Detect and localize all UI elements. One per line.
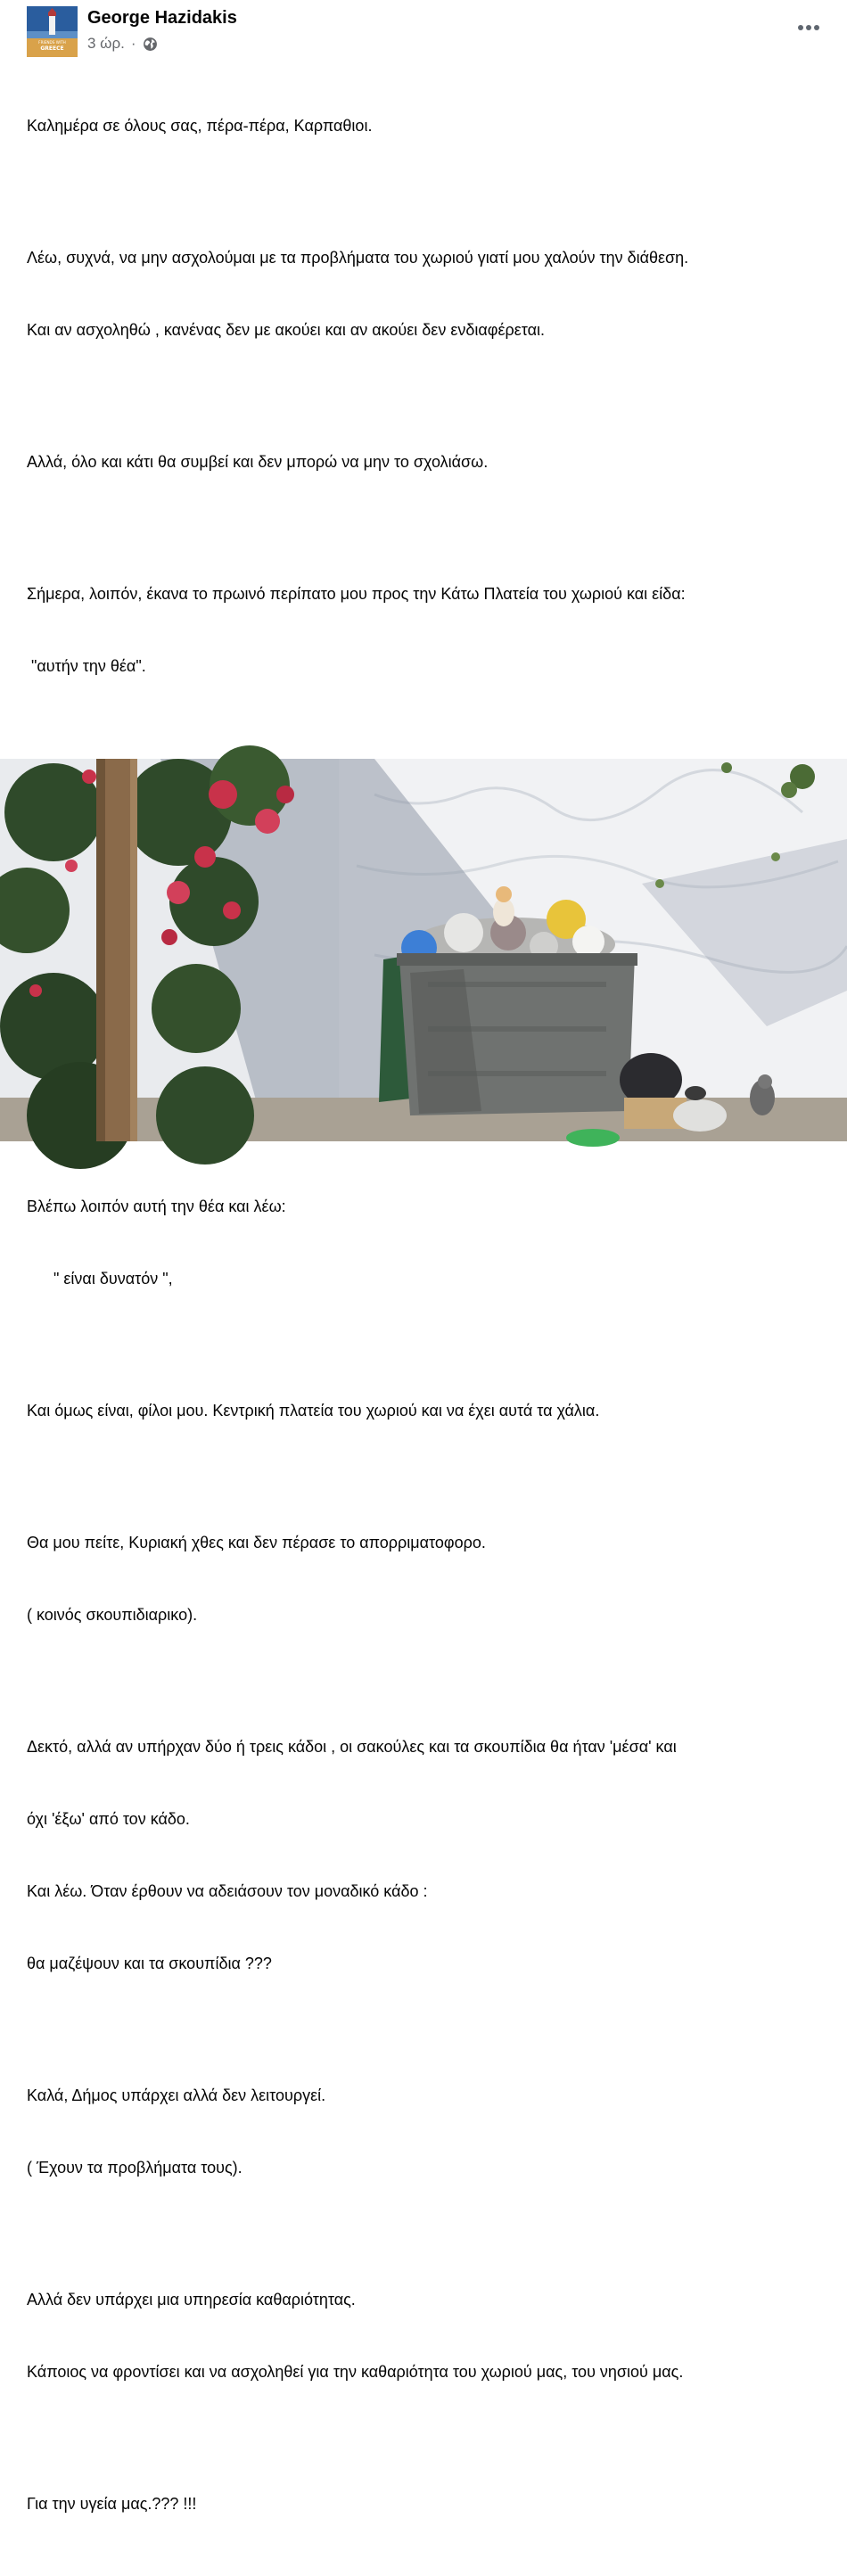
text-line: Κάποιος να φροντίσει και να ασχοληθεί για την καθαριότητα του χωριού μας, του νησιού μας. bbox=[27, 2363, 684, 2381]
text-line: θα μαζέψουν και τα σκουπίδια ??? bbox=[27, 1955, 272, 1972]
text-line: Αλλά, όλο και κάτι θα συμβεί και δεν μπορώ να μην το σχολιάσω. bbox=[27, 453, 489, 471]
post-paragraph bbox=[27, 402, 838, 523]
post-paragraph bbox=[27, 1147, 838, 1339]
text-line: "αυτήν την θέα". bbox=[27, 657, 146, 675]
photo-garbage-bin-icon bbox=[0, 759, 847, 1141]
text-line: " είναι δυνατόν ", bbox=[27, 1270, 173, 1288]
author-name-link[interactable]: George Hazidakis bbox=[87, 8, 237, 28]
text-line: Σήμερα, λοιπόν, έκανα το πρωινό περίπατο μου προς την Κάτω Πλατεία του χωριού και είδα: bbox=[27, 585, 686, 603]
text-line: ( κοινός σκουπιδιαρικο). bbox=[27, 1606, 198, 1624]
post-paragraph bbox=[27, 1351, 838, 1471]
text-line: Θα μου πείτε, Κυριακή χθες και δεν πέρασε το απορριματοφορο. bbox=[27, 1534, 486, 1551]
post-timestamp[interactable]: 3 ώρ. bbox=[87, 35, 125, 52]
post-photo[interactable] bbox=[0, 759, 847, 1141]
text-line: Και όμως είναι, φίλοι μου. Κεντρική πλατεία του χωριού και να έχει αυτά τα χάλια. bbox=[27, 1402, 600, 1420]
text-line: Για την υγεία μας.??? !!! bbox=[27, 2495, 197, 2513]
text-line: Καλημέρα σε όλους σας, πέρα-πέρα, Καρπαθιοι. bbox=[27, 117, 373, 135]
text-line: Και αν ασχοληθώ , κανένας δεν με ακούει και αν ακούει δεν ενδιαφέρεται. bbox=[27, 321, 546, 339]
text-line: Και λέω. Όταν έρθουν να αδειάσουν τον μοναδικό κάδο : bbox=[27, 1882, 428, 1900]
text-line: Καλά, Δήμος υπάρχει αλλά δεν λειτουργεί. bbox=[27, 2086, 326, 2104]
text-line: Βλέπω λοιπόν αυτή την θέα και λέω: bbox=[27, 1197, 286, 1215]
text-line: Λέω, συχνά, να μην ασχολούμαι με τα προβλήματα του χωριού γιατί μου χαλούν την διάθεση. bbox=[27, 249, 689, 267]
post-paragraph bbox=[27, 66, 838, 186]
text-line: Δεκτό, αλλά αν υπήρχαν δύο ή τρεις κάδοι , οι σακούλες και τα σκουπίδια θα ήταν 'μέσα' και bbox=[27, 1738, 677, 1756]
meta-separator: · bbox=[130, 35, 136, 52]
author-avatar[interactable] bbox=[27, 6, 78, 57]
post-paragraph bbox=[27, 534, 838, 727]
svg-text:FRIENDS WITH: FRIENDS WITH bbox=[38, 40, 66, 45]
text-line: ( Έχουν τα προβλήματα τους). bbox=[27, 2159, 243, 2177]
text-line: όχι 'έξω' από τον κάδο. bbox=[27, 1810, 190, 1828]
more-options-button[interactable] bbox=[789, 14, 828, 41]
post-paragraph bbox=[27, 2444, 838, 2564]
post-paragraph bbox=[27, 2240, 838, 2432]
post-header bbox=[0, 0, 847, 62]
post-paragraph bbox=[27, 1687, 838, 2024]
post-paragraph bbox=[27, 2036, 838, 2228]
post-paragraph bbox=[27, 198, 838, 391]
text-line: Αλλά δεν υπάρχει μια υπηρεσία καθαριότητας. bbox=[27, 2291, 356, 2309]
post-paragraph bbox=[27, 1483, 838, 1675]
post-text bbox=[27, 66, 838, 2576]
post-meta bbox=[87, 34, 158, 53]
svg-text:GREECE: GREECE bbox=[40, 45, 64, 52]
globe-icon[interactable] bbox=[143, 37, 158, 52]
more-horizontal-icon bbox=[797, 24, 820, 31]
lighthouse-avatar-icon bbox=[27, 6, 78, 57]
